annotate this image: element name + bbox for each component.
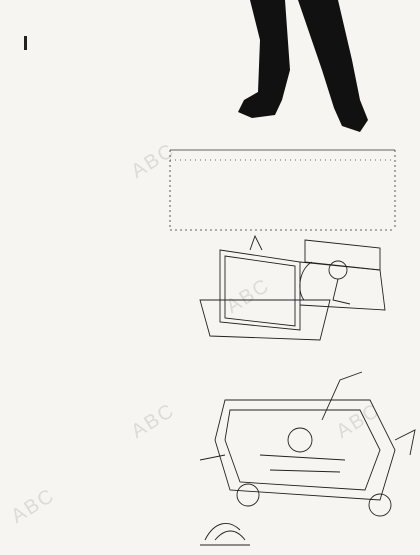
watermark: ABC	[127, 399, 180, 443]
watermark: ABC	[127, 139, 180, 183]
toy-car-sketch	[200, 372, 415, 516]
table-outline	[170, 150, 395, 230]
watermark: ABC	[332, 399, 385, 443]
stocking-legs	[238, 0, 368, 132]
room-sketch	[200, 236, 385, 340]
plant-sketch	[200, 523, 250, 545]
watermark: ABC	[7, 484, 60, 528]
watermark: ABC	[222, 274, 275, 318]
